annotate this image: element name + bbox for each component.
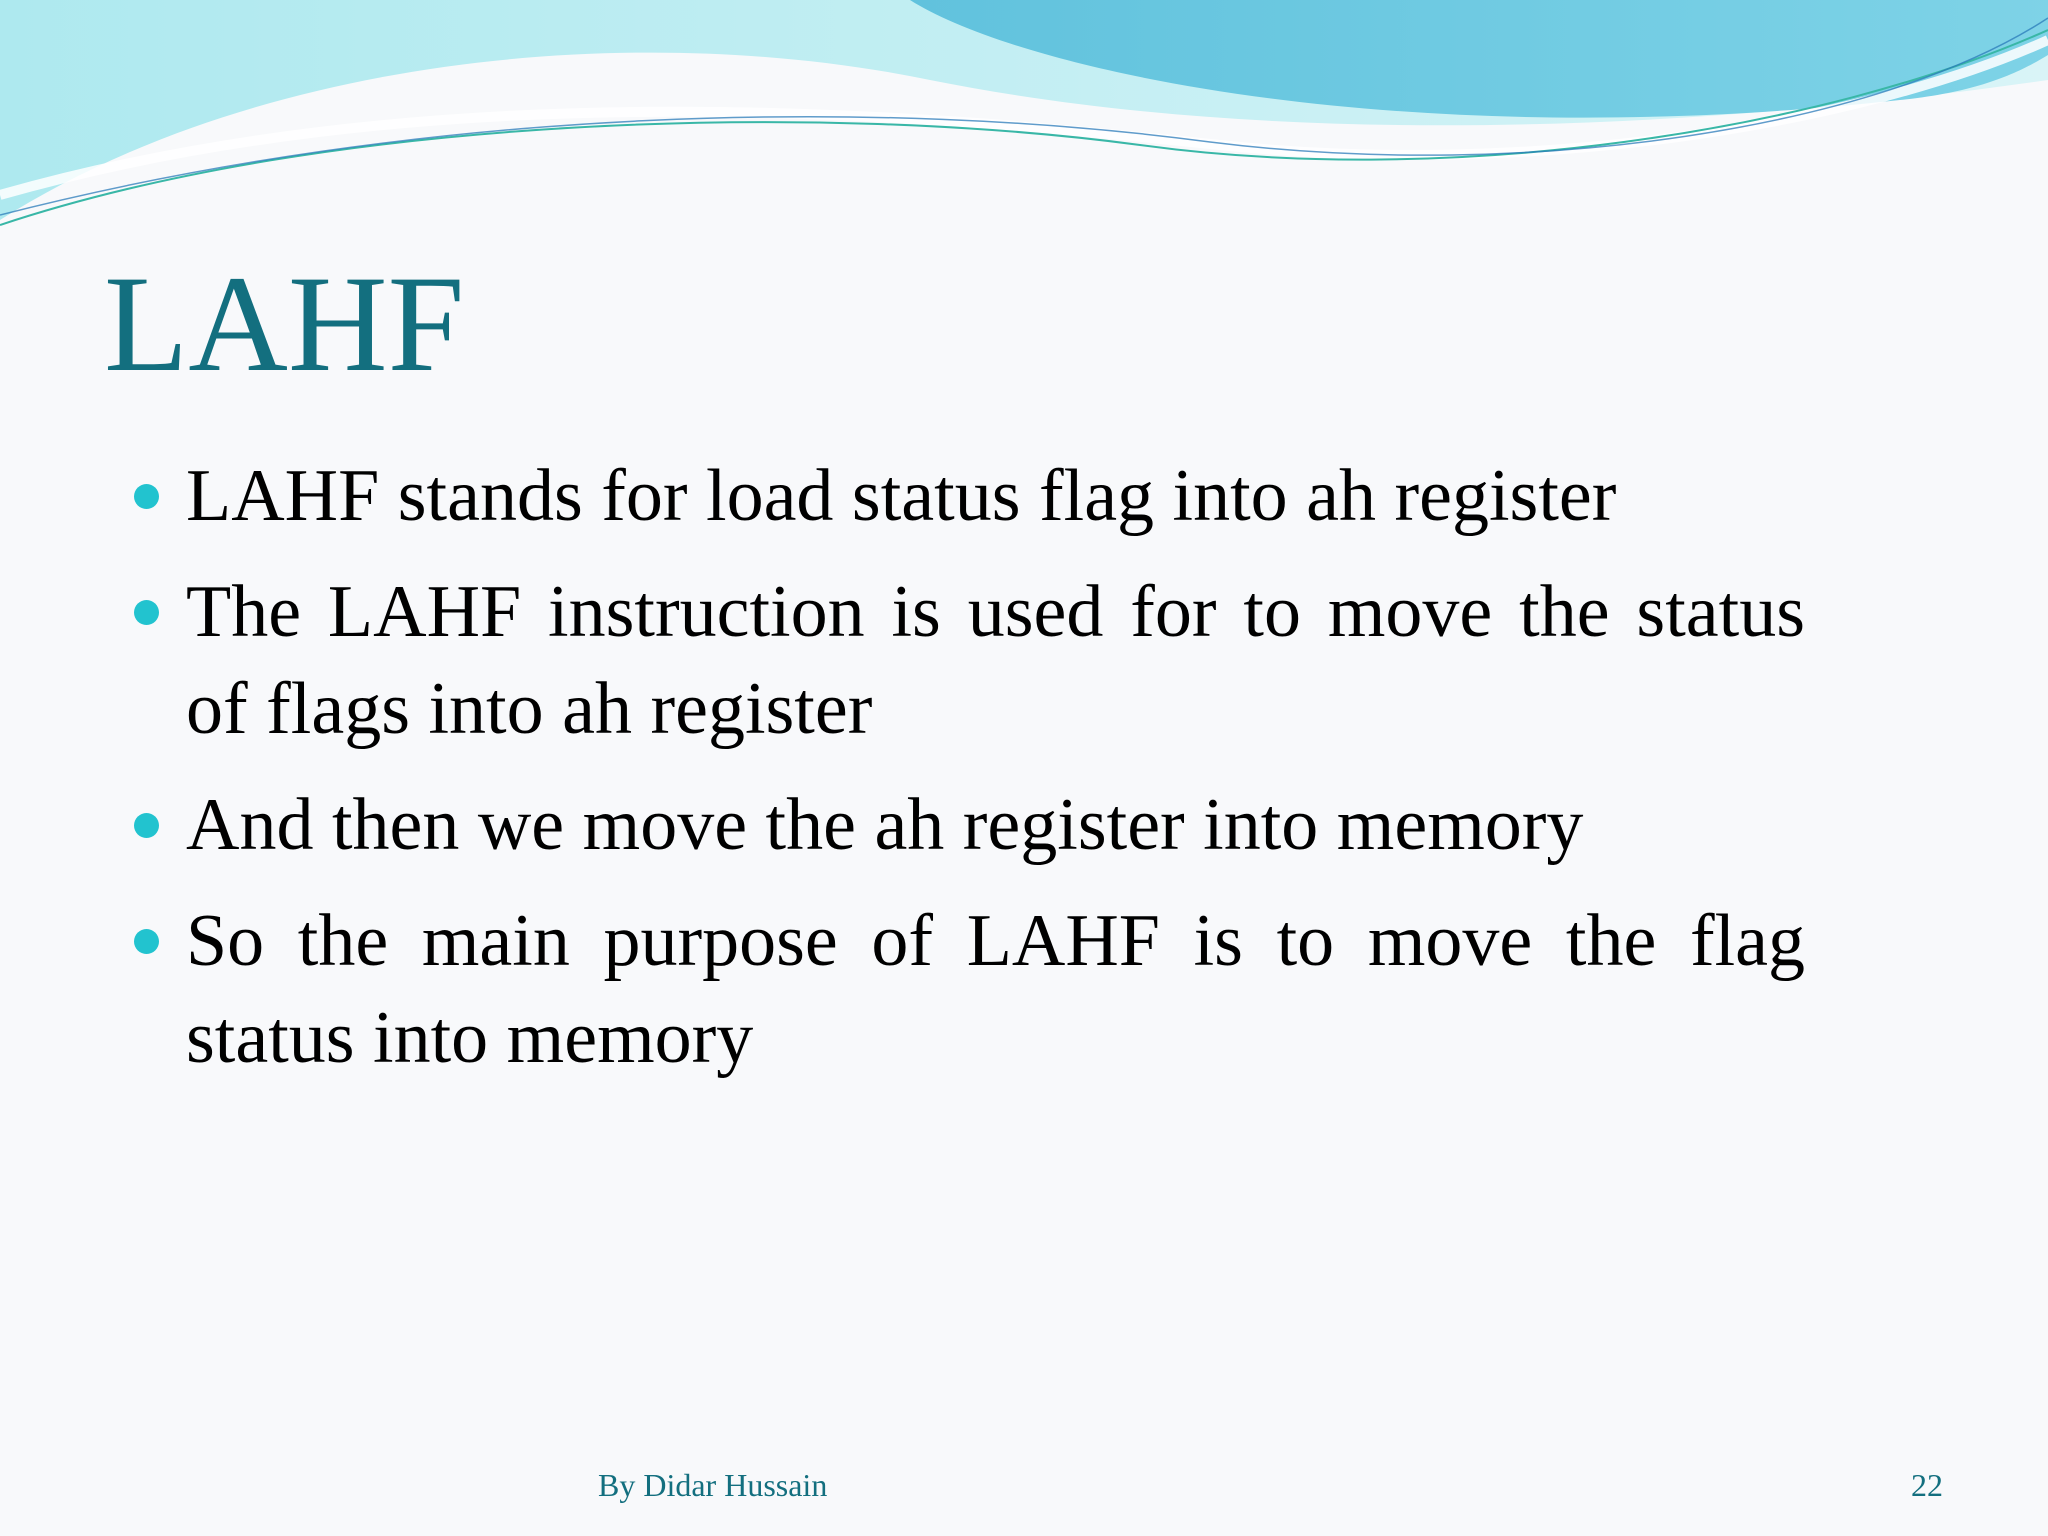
- bullet-item: [130, 777, 1805, 874]
- bullet-dot-icon: [134, 600, 159, 625]
- bullet-text: The LAHF instruction is used for to move the status of flags into ah register: [186, 571, 1805, 750]
- bullet-item: [130, 448, 1805, 545]
- slide-title: LAHF: [104, 247, 465, 400]
- bullet-dot-icon: [134, 484, 159, 509]
- bullet-dot-icon: [134, 813, 159, 838]
- bullet-text: And then we move the ah register into memory: [186, 784, 1584, 866]
- bullet-text: LAHF stands for load status flag into ah register: [186, 455, 1617, 537]
- bullet-text: So the main purpose of LAHF is to move the flag status into memory: [186, 900, 1805, 1079]
- bullet-list: [130, 448, 1805, 1106]
- bullet-dot-icon: [134, 929, 159, 954]
- footer-author: By Didar Hussain: [598, 1467, 828, 1503]
- header-wave-decoration: [0, 0, 2048, 240]
- bullet-item: [130, 893, 1805, 1087]
- bullet-item: [130, 564, 1805, 758]
- page-number: 22: [1911, 1467, 1943, 1503]
